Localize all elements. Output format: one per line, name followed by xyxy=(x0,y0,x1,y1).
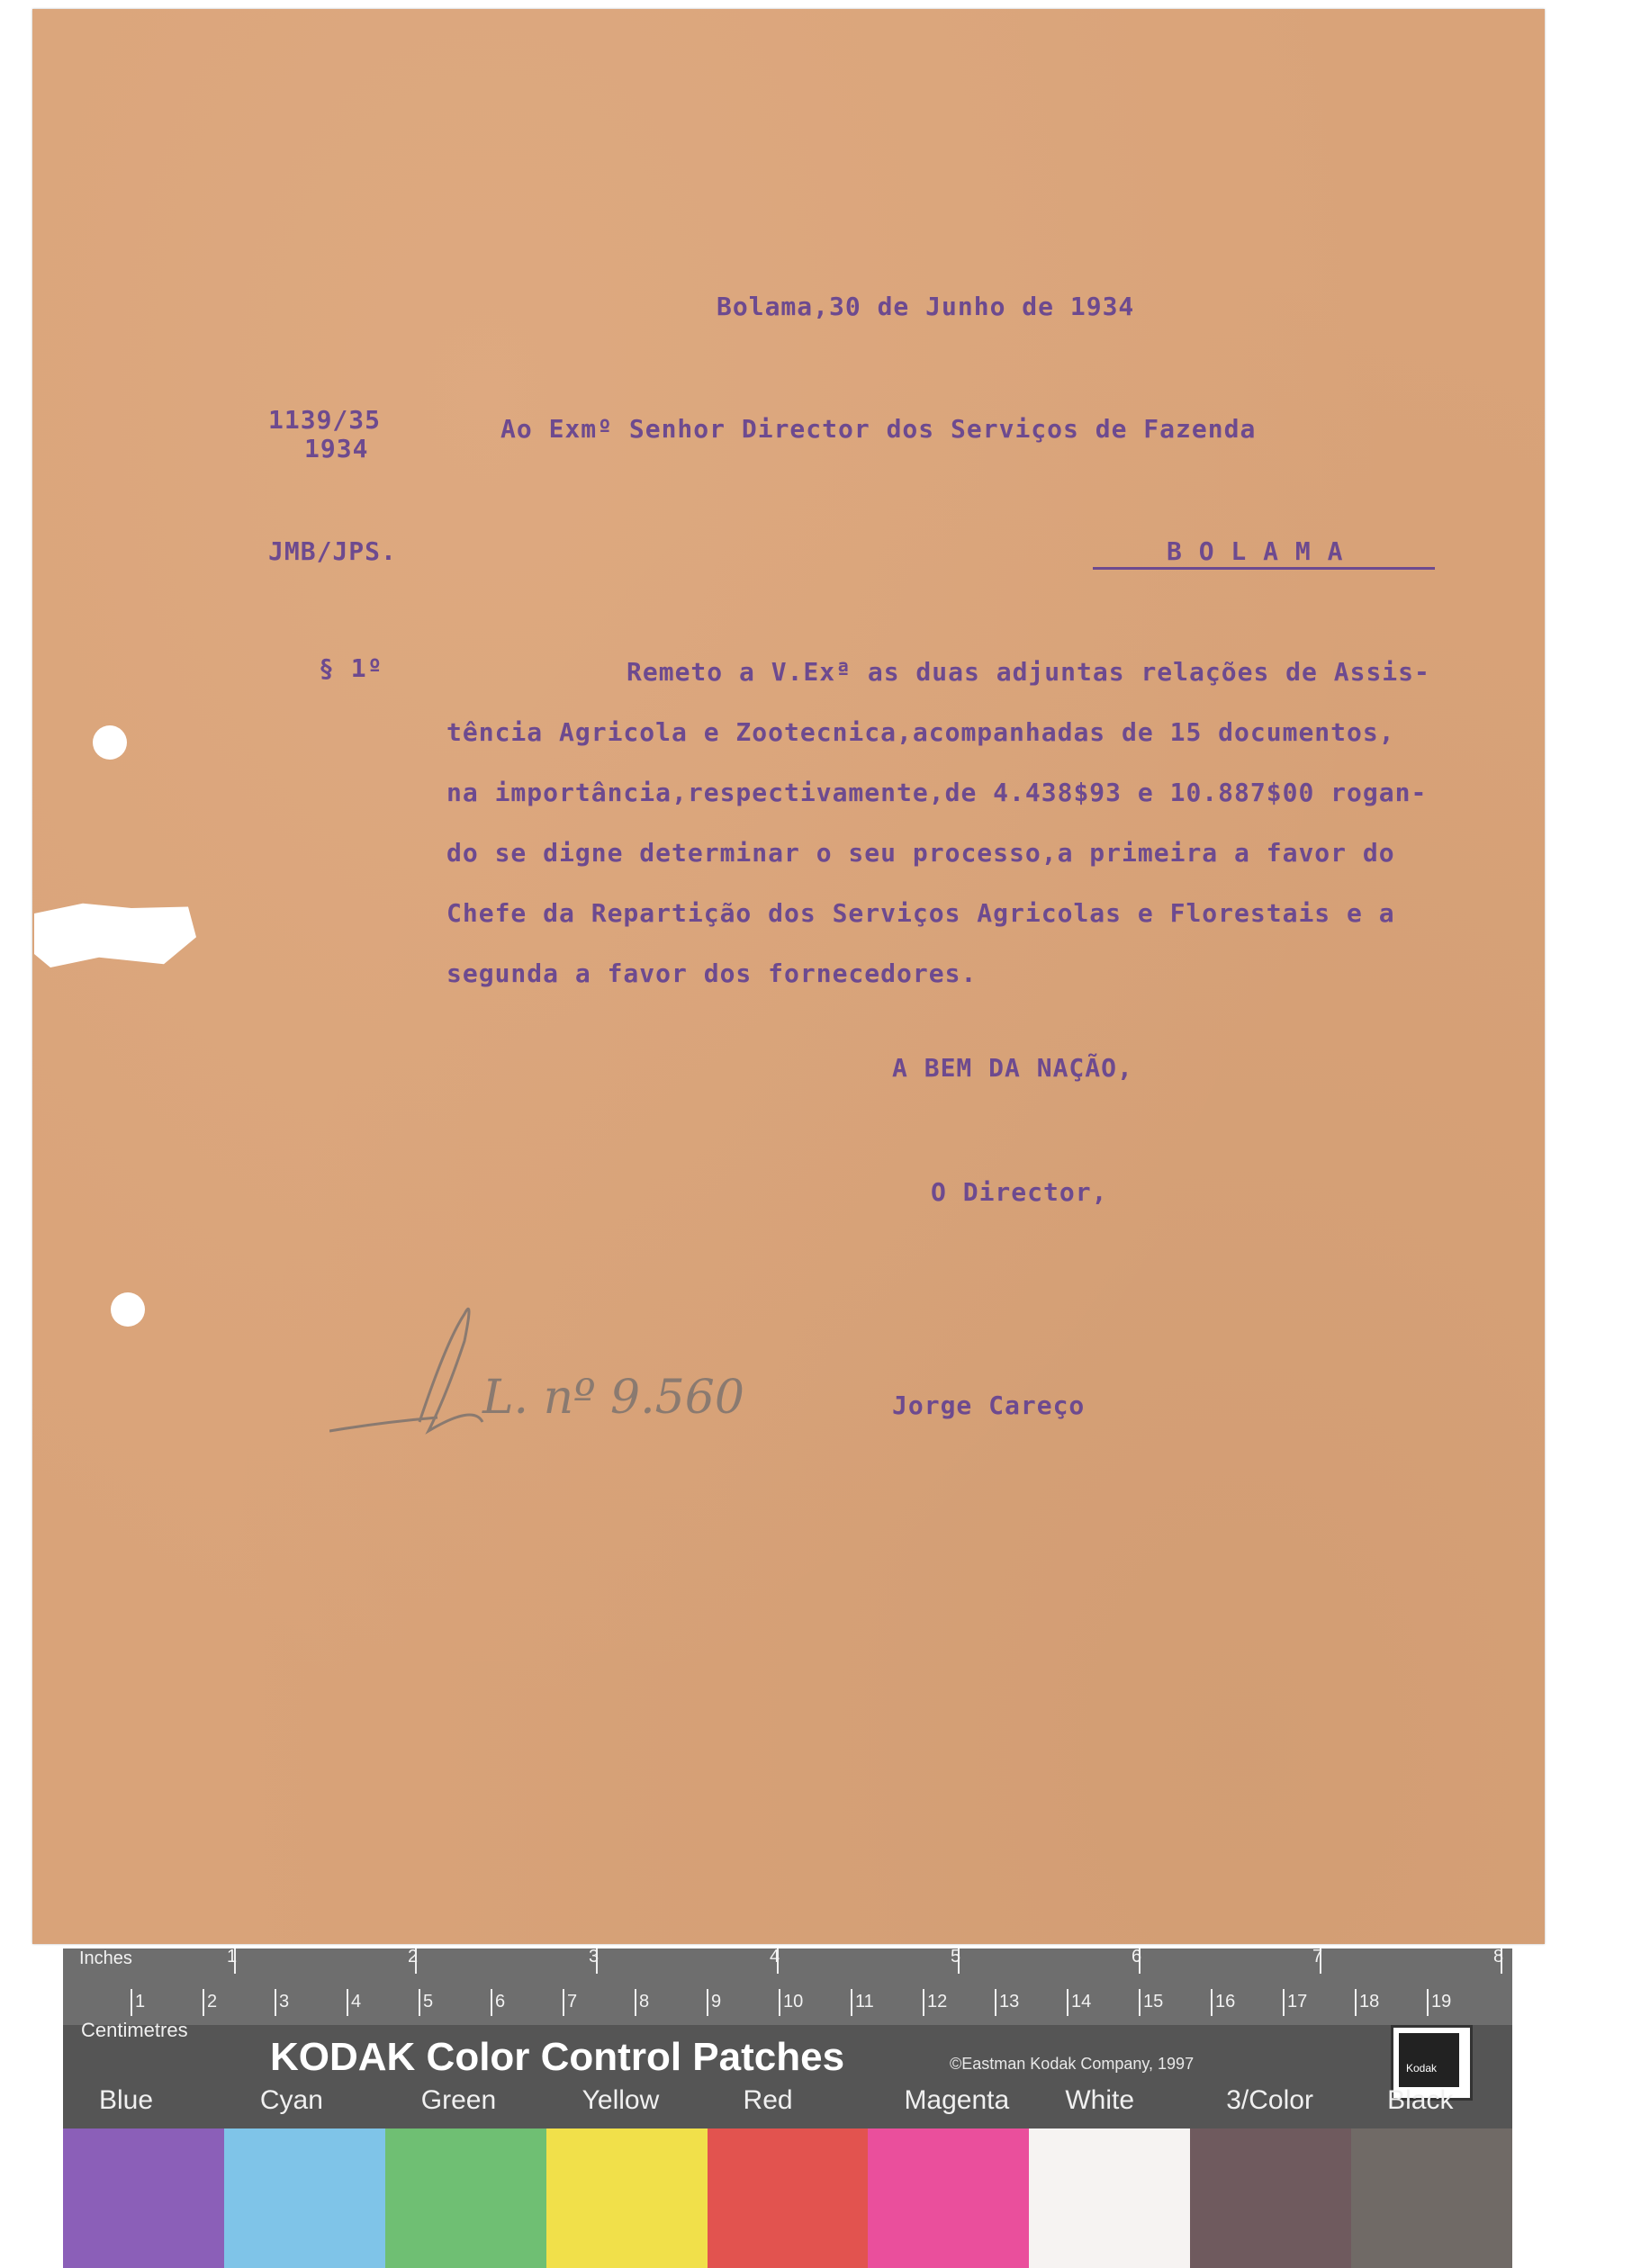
letter-page xyxy=(32,9,1545,1944)
patch-label: Blue xyxy=(99,2085,154,2115)
body-line: Chefe da Repartição dos Serviços Agricolas e Florestais e a xyxy=(446,898,1395,928)
cm-tick xyxy=(347,1989,348,2016)
cm-tick xyxy=(1139,1989,1141,2016)
destination-city: B O L A M A xyxy=(1167,536,1344,566)
cm-tick-label: 4 xyxy=(351,1992,362,2012)
cm-tick xyxy=(563,1989,564,2016)
patch-label: Cyan xyxy=(259,2085,323,2115)
cm-tick-label: 15 xyxy=(1143,1992,1164,2012)
cm-tick xyxy=(1067,1989,1068,2016)
color-patch xyxy=(63,2128,224,2268)
cm-tick xyxy=(1211,1989,1213,2016)
cm-tick-label: 12 xyxy=(927,1992,948,2012)
patch-label: Yellow xyxy=(582,2085,660,2115)
target-title: KODAK Color Control Patches xyxy=(270,2035,845,2079)
cm-tick-label: 18 xyxy=(1359,1992,1380,2012)
body-line: na importância,respectivamente,de 4.438$93 e 10.887$00 rogan- xyxy=(446,778,1428,807)
centimetres-label: Centimetres xyxy=(81,2019,188,2041)
cm-tick xyxy=(203,1989,204,2016)
color-patch xyxy=(1351,2128,1512,2268)
patch-label: Green xyxy=(420,2085,497,2115)
inch-tick-label: 8 xyxy=(1493,1947,1504,1966)
body-line: tência Agricola e Zootecnica,acompanhadas de 15 documentos, xyxy=(446,717,1395,747)
date-line: Bolama,30 de Junho de 1934 xyxy=(717,292,1135,321)
city-underline xyxy=(1093,567,1435,570)
cm-tick xyxy=(1427,1989,1429,2016)
inch-tick-label: 4 xyxy=(770,1947,780,1966)
cm-tick-label: 17 xyxy=(1287,1992,1308,2012)
color-patch xyxy=(1190,2128,1351,2268)
cm-tick-label: 6 xyxy=(495,1992,506,2012)
cm-tick xyxy=(491,1989,492,2016)
cm-tick-label: 11 xyxy=(855,1992,874,2012)
cm-tick xyxy=(779,1989,780,2016)
signatory-title: O Director, xyxy=(931,1177,1108,1207)
body-line: segunda a favor dos fornecedores. xyxy=(446,958,978,988)
copyright-note: ©Eastman Kodak Company, 1997 xyxy=(950,2055,1195,2073)
cm-tick-label: 10 xyxy=(783,1992,804,2012)
cm-tick-label: 8 xyxy=(639,1992,650,2012)
color-patch xyxy=(1029,2128,1190,2268)
cm-tick-label: 7 xyxy=(567,1992,578,2012)
cm-tick xyxy=(1283,1989,1285,2016)
punch-hole xyxy=(111,1292,145,1327)
closing-salutation: A BEM DA NAÇÃO, xyxy=(892,1053,1133,1083)
ruler xyxy=(63,1948,1512,2025)
cm-tick xyxy=(275,1989,276,2016)
inches-label: Inches xyxy=(79,1948,132,1968)
patch-label: 3/Color xyxy=(1226,2085,1313,2115)
typist-initials: JMB/JPS. xyxy=(268,536,397,566)
color-patch xyxy=(546,2128,708,2268)
cm-tick xyxy=(635,1989,636,2016)
cm-tick-label: 14 xyxy=(1071,1992,1092,2012)
inch-tick-label: 6 xyxy=(1132,1947,1142,1966)
color-patch xyxy=(385,2128,546,2268)
reference-number: 1139/35 xyxy=(268,405,382,435)
cm-tick xyxy=(1355,1989,1357,2016)
cm-tick xyxy=(707,1989,708,2016)
cm-tick-label: 19 xyxy=(1431,1992,1452,2012)
patch-label: Black xyxy=(1387,2085,1454,2115)
patch-label: Red xyxy=(743,2085,793,2115)
color-patch xyxy=(868,2128,1029,2268)
inch-tick-label: 3 xyxy=(589,1947,600,1966)
addressee-line: Ao Exmº Senhor Director dos Serviços de Fazenda xyxy=(500,414,1257,444)
cm-tick-label: 3 xyxy=(279,1992,290,2012)
handwritten-annotation xyxy=(329,1287,798,1467)
body-line: do se digne determinar o seu processo,a primeira a favor do xyxy=(446,838,1395,868)
kodak-color-target xyxy=(63,1948,1512,2268)
cm-tick-label: 13 xyxy=(999,1992,1020,2012)
body-line: Remeto a V.Exª as duas adjuntas relações de Assis- xyxy=(627,657,1430,687)
cm-tick xyxy=(419,1989,420,2016)
inch-tick-label: 1 xyxy=(227,1947,238,1966)
color-patch xyxy=(224,2128,385,2268)
kodak-logo-text: Kodak xyxy=(1406,2062,1438,2074)
punch-hole xyxy=(93,725,127,760)
patch-label: White xyxy=(1065,2085,1135,2115)
cm-tick-label: 5 xyxy=(423,1992,434,2012)
cm-tick xyxy=(131,1989,132,2016)
cm-tick-label: 2 xyxy=(207,1992,218,2012)
cm-tick xyxy=(923,1989,924,2016)
cm-tick-label: 9 xyxy=(711,1992,722,2012)
handwritten-note: L. nº 9.560 xyxy=(482,1371,744,1425)
signatory-name: Jorge Careço xyxy=(892,1390,1086,1420)
reference-year: 1934 xyxy=(304,434,369,464)
cm-tick xyxy=(851,1989,852,2016)
color-patch xyxy=(708,2128,869,2268)
patch-label: Magenta xyxy=(904,2085,1010,2115)
inch-tick-label: 7 xyxy=(1312,1947,1323,1966)
cm-tick-label: 1 xyxy=(135,1992,146,2012)
inch-tick-label: 5 xyxy=(951,1947,961,1966)
inch-tick-label: 2 xyxy=(408,1947,419,1966)
paragraph-mark: § 1º xyxy=(319,653,383,683)
cm-tick-label: 16 xyxy=(1215,1992,1236,2012)
torn-edge xyxy=(34,900,196,968)
cm-tick xyxy=(995,1989,996,2016)
